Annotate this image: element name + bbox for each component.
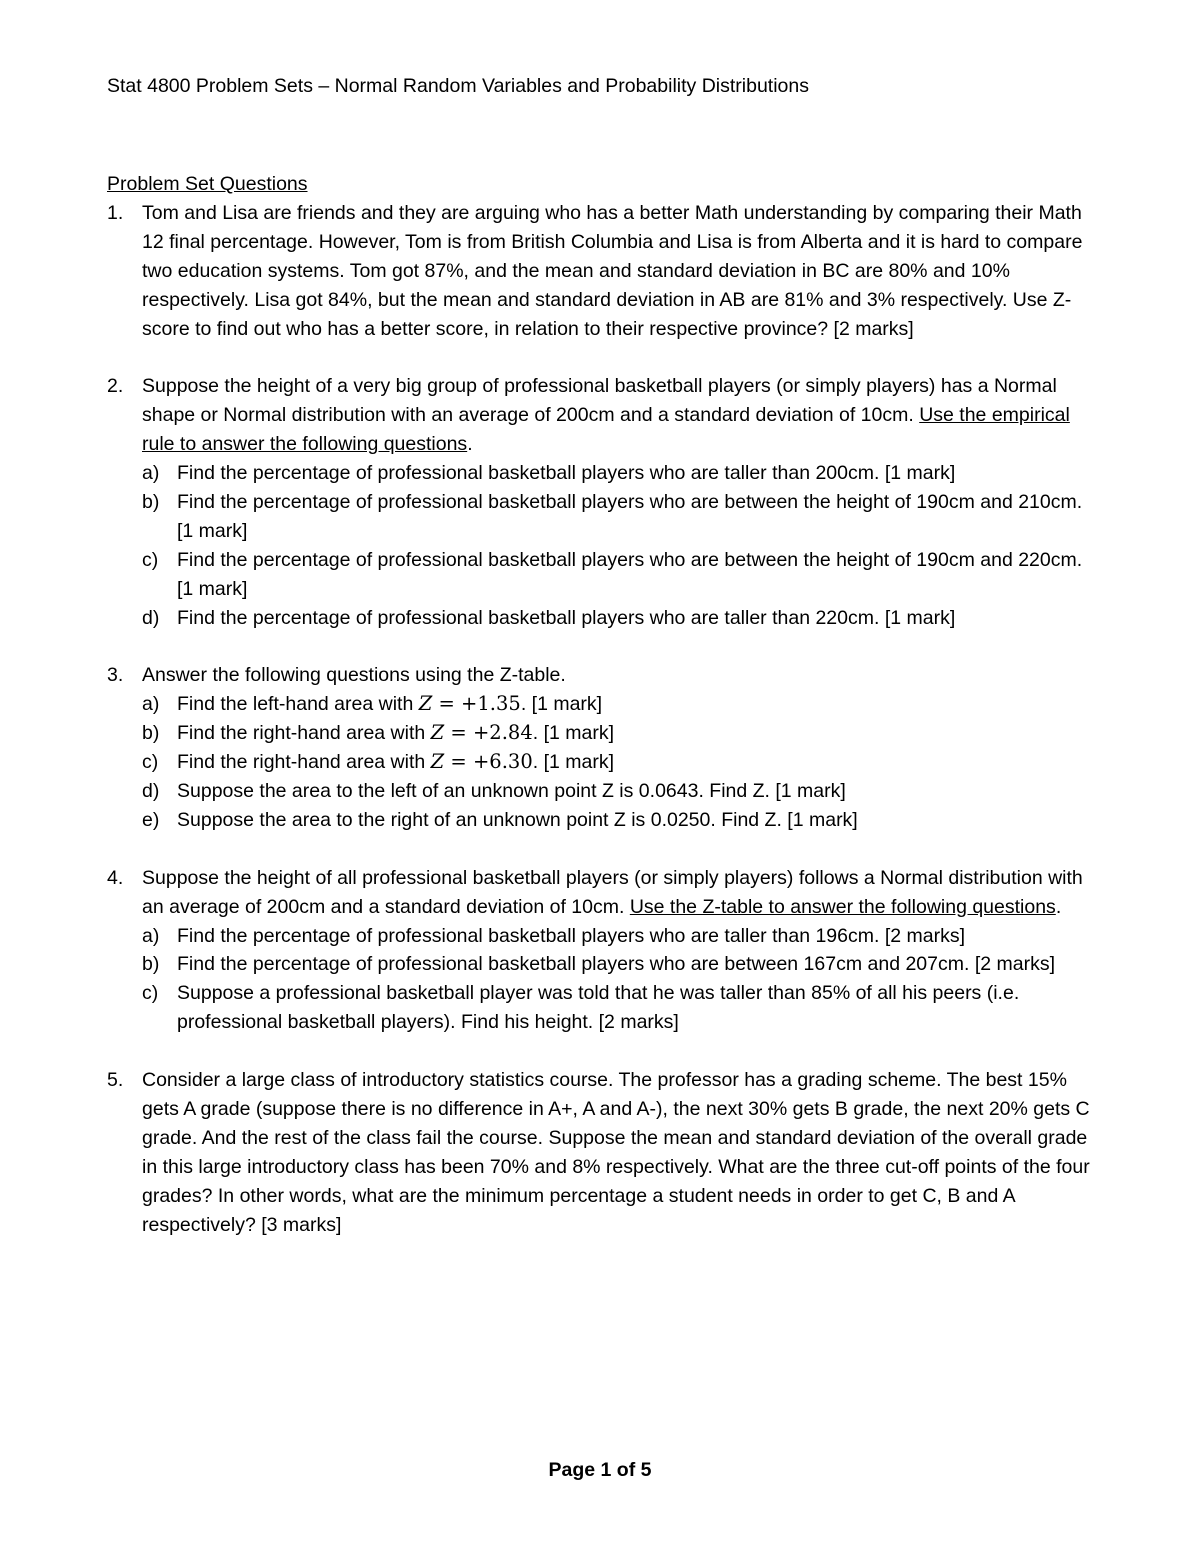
sub-question-suffix: . [1 mark] [532, 722, 615, 745]
sub-question-list [142, 922, 1102, 1038]
question-instruction: Use the empirical rule to answer the following questions [142, 404, 1070, 456]
sub-question-b [142, 719, 1102, 748]
sub-question-text [177, 690, 1102, 719]
sub-question-prefix: Find the right-hand area with [177, 751, 431, 774]
equals-sign: = [438, 692, 455, 716]
sub-question-text: Find the percentage of professional basketball players who are taller than 196cm. [2 marks] [177, 924, 966, 947]
question-3 [107, 661, 1102, 834]
question-number: 1. [107, 201, 124, 224]
z-symbol: Z [430, 721, 445, 745]
sub-question-text: Find the percentage of professional basketball players who are between 167cm and 207cm. [2 marks] [177, 953, 1055, 976]
z-equation [431, 750, 533, 773]
question-body [142, 661, 1102, 834]
sub-question-d [142, 604, 1102, 633]
sub-question-d [142, 777, 1102, 806]
sub-question-e [142, 806, 1102, 835]
sub-question-text: Suppose a professional basketball player was told that he was taller than 85% of all his peers (i.e. professional basketball players). Find his height. [2 marks] [177, 982, 1020, 1034]
sub-question-a [142, 922, 1102, 951]
z-value: +1.35 [461, 692, 521, 716]
sub-question-text [177, 719, 1102, 748]
sub-question-suffix: . [1 mark] [532, 751, 615, 774]
question-stem [142, 372, 1102, 459]
page-number: Page 1 of 5 [548, 1459, 652, 1481]
equals-sign: = [450, 721, 467, 745]
sub-question-letter: b) [142, 953, 160, 976]
sub-question-letter: b) [142, 490, 160, 513]
sub-question-a [142, 459, 1102, 488]
equals-sign: = [450, 750, 467, 774]
sub-question-a [142, 690, 1102, 719]
question-stem [142, 864, 1102, 922]
sub-question-letter: b) [142, 722, 160, 745]
instruction-period: . [467, 433, 473, 456]
sub-question-letter: c) [142, 751, 159, 774]
sub-question-letter: a) [142, 462, 160, 485]
z-value: +2.84 [472, 721, 533, 745]
question-text: Answer the following questions using the Z-table. [142, 664, 566, 687]
question-body [142, 372, 1102, 632]
sub-question-prefix: Find the right-hand area with [177, 722, 431, 745]
question-1 [107, 199, 1102, 344]
question-4 [107, 864, 1102, 1037]
sub-question-letter: a) [142, 693, 160, 716]
sub-question-c [142, 546, 1102, 604]
sub-question-text [177, 748, 1102, 777]
question-text: Suppose the height of all professional basketball players (or simply players) follows a Normal distribution with an average of 200cm and a standard deviation of 10cm. [142, 866, 1083, 918]
sub-question-b [142, 950, 1102, 979]
sub-question-letter: d) [142, 780, 160, 802]
sub-question-letter: a) [142, 924, 160, 947]
question-number: 5. [107, 1069, 124, 1092]
sub-question-c [142, 748, 1102, 777]
question-body [142, 864, 1102, 1037]
sub-question-text: Suppose the area to the left of an unknown point Z is 0.0643. Find Z. [1 mark] [177, 780, 846, 802]
question-text: Tom and Lisa are friends and they are arguing who has a better Math understanding by comparing their Math 12 final percentage. However, Tom is from British Columbia and Lisa is from Alberta and it is hard to compare two education systems. Tom got 87%, and the mean and standard deviation in BC are 80% and 10% respectively. Lisa got 84%, but the mean and standard deviation in AB are 81% and 3% respectively. Use Z-score to find out who has a better score, in relation to their respective province? [2 marks] [142, 201, 1083, 340]
sub-question-letter: d) [142, 606, 160, 629]
sub-question-list [142, 459, 1102, 632]
z-equation [419, 692, 521, 715]
sub-question-text: Find the percentage of professional basketball players who are taller than 200cm. [1 mark] [177, 462, 956, 485]
question-number: 4. [107, 866, 124, 889]
section-heading: Problem Set Questions [107, 173, 308, 195]
sub-question-letter: c) [142, 548, 159, 571]
sub-question-suffix: . [1 mark] [520, 693, 603, 716]
document-title: Stat 4800 Problem Sets – Normal Random Variables and Probability Distributions [107, 75, 809, 97]
question-instruction: Use the Z-table to answer the following questions [629, 895, 1056, 918]
sub-question-text: Find the percentage of professional basketball players who are between the height of 190cm and 220cm. [1 mark] [177, 548, 1083, 600]
question-text: Consider a large class of introductory statistics course. The professor has a grading scheme. The best 15% gets A grade (suppose there is no difference in A+, A and A-), the next 30% gets B grade, the next 20% gets C grade. And the rest of the class fail the course. Suppose the mean and standard deviation of the overall grade in this large introductory class has been 70% and 8% respectively. What are the three cut-off points of the four grades? In other words, what are the minimum percentage a student needs in order to get C, B and A respectively? [3 marks] [142, 1069, 1090, 1236]
problem-set-content [107, 170, 1102, 1268]
sub-question-letter: e) [142, 808, 160, 831]
question-number: 2. [107, 375, 124, 398]
z-value: +6.30 [472, 750, 533, 774]
z-equation [431, 721, 533, 744]
z-symbol: Z [430, 750, 445, 774]
sub-question-text: Find the percentage of professional basketball players who are between the height of 190cm and 210cm. [1 mark] [177, 490, 1083, 542]
sub-question-text: Suppose the area to the right of an unknown point Z is 0.0250. Find Z. [1 mark] [177, 808, 858, 831]
instruction-period: . [1055, 895, 1062, 918]
sub-question-b [142, 488, 1102, 546]
question-text: Suppose the height of a very big group of professional basketball players (or simply players) has a Normal shape or Normal distribution with an average of 200cm and a standard deviation of 10cm. [142, 375, 1057, 427]
sub-question-prefix: Find the left-hand area with [177, 693, 419, 716]
sub-question-letter: c) [142, 982, 159, 1005]
sub-question-c [142, 979, 1102, 1037]
question-number: 3. [107, 664, 124, 687]
question-5 [107, 1066, 1102, 1239]
sub-question-text: Find the percentage of professional basketball players who are taller than 220cm. [1 mark] [177, 606, 956, 629]
z-symbol: Z [418, 692, 433, 716]
sub-question-list [142, 690, 1102, 835]
question-2 [107, 372, 1102, 632]
